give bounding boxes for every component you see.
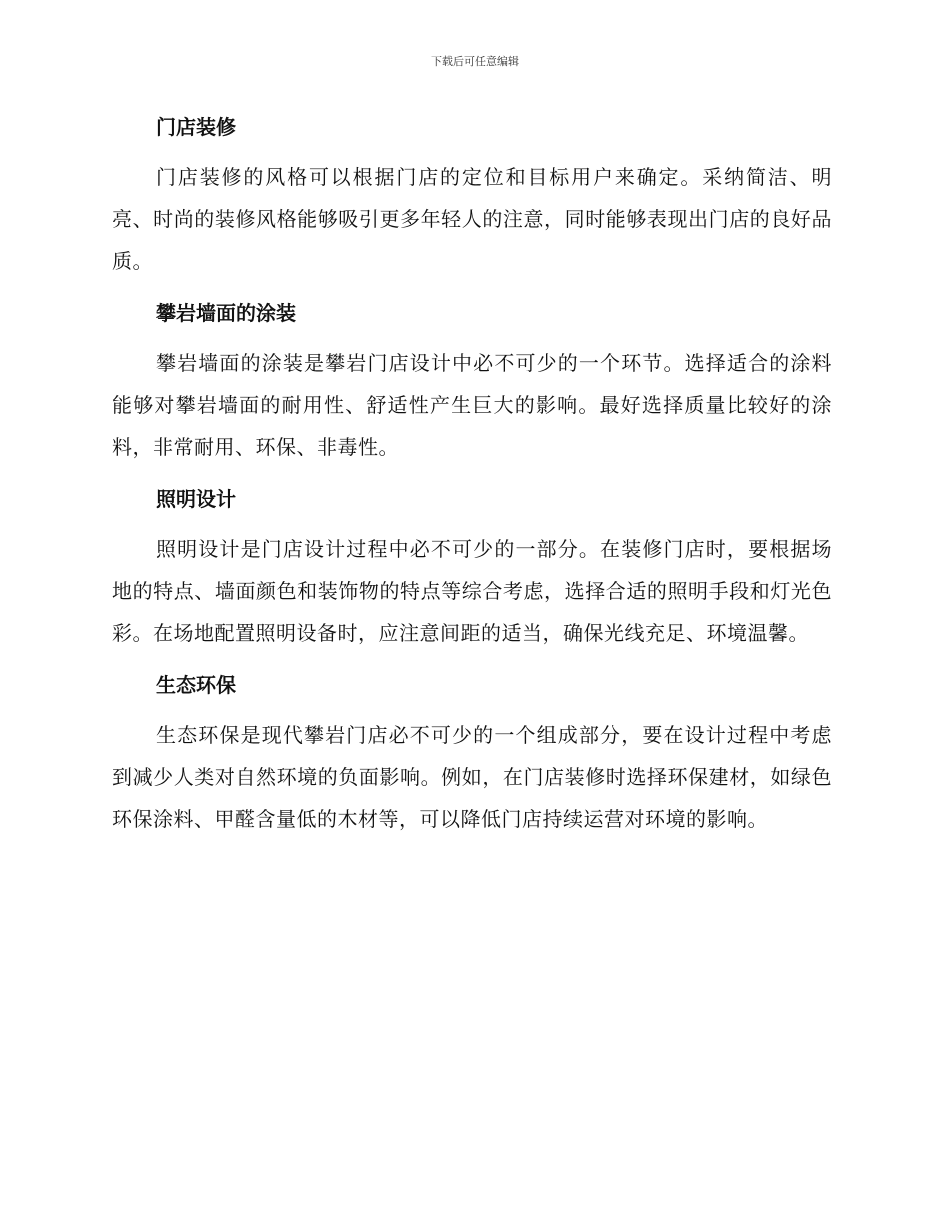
page-header: 下载后可任意编辑 xyxy=(431,55,519,68)
section-heading-lighting-design: 照明设计 xyxy=(156,487,236,511)
section-heading-store-decoration: 门店装修 xyxy=(156,115,236,139)
document-content xyxy=(112,108,832,854)
section-body-wall-coating: 攀岩墙面的涂装是攀岩门店设计中必不可少的一个环节。选择适合的涂料能够对攀岩墙面的耐用性、舒适性产生巨大的影响。最好选择质量比较好的涂料，非常耐用、环保、非毒性。 xyxy=(112,351,832,459)
section-heading-wall-coating: 攀岩墙面的涂装 xyxy=(156,301,296,325)
section-body-store-decoration: 门店装修的风格可以根据门店的定位和目标用户来确定。采纳简洁、明亮、时尚的装修风格能够吸引更多年轻人的注意，同时能够表现出门店的良好品质。 xyxy=(112,165,832,273)
section-body-eco-friendly: 生态环保是现代攀岩门店必不可少的一个组成部分，要在设计过程中考虑到减少人类对自然环境的负面影响。例如，在门店装修时选择环保建材，如绿色环保涂料、甲醛含量低的木材等，可以降低门店持续运营对环境的影响。 xyxy=(112,723,832,831)
section-body-lighting-design: 照明设计是门店设计过程中必不可少的一部分。在装修门店时，要根据场地的特点、墙面颜色和装饰物的特点等综合考虑，选择合适的照明手段和灯光色彩。在场地配置照明设备时，应注意间距的适当，确保光线充足、环境温馨。 xyxy=(112,537,832,645)
section-heading-eco-friendly: 生态环保 xyxy=(156,673,236,697)
